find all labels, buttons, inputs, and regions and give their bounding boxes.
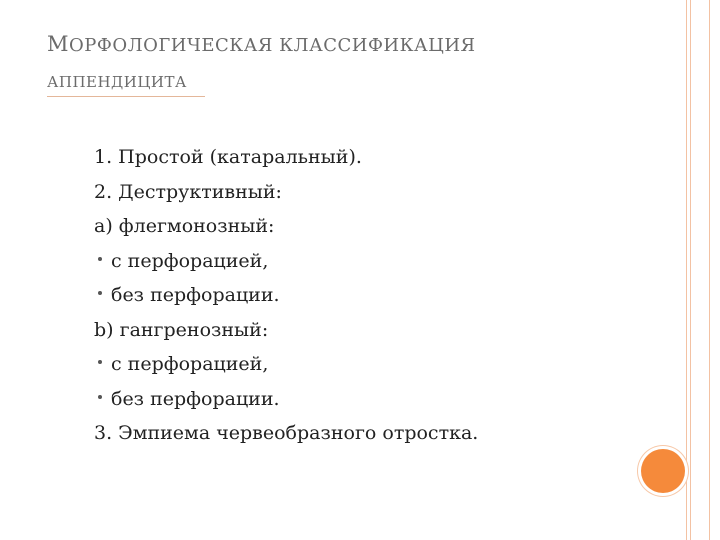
frame-line-left [686, 0, 687, 540]
list-item [94, 347, 478, 382]
list-item-text: 2. Деструктивный: [94, 180, 282, 203]
list-item-text: с перфорацией, [111, 249, 269, 272]
title-line-2: АППЕНДИЦИТА [47, 73, 187, 91]
classification-list [94, 140, 478, 451]
list-item-text: 3. Эмпиема червеобразного отростка. [94, 422, 479, 444]
slide-title [47, 26, 607, 100]
bullet-dot-icon [98, 360, 102, 364]
bullet-dot-icon [98, 291, 102, 295]
list-item-text: с перфорацией, [111, 353, 269, 375]
frame-line-middle [690, 0, 691, 540]
list-item-text: 1. Простой (катаральный). [94, 146, 362, 168]
list-item-text: без перфорации. [111, 387, 280, 410]
list-item [94, 313, 478, 348]
title-line-1 [47, 26, 607, 64]
list-item [94, 244, 478, 279]
list-item [94, 382, 478, 417]
title-first-letter: М [47, 32, 70, 56]
bullet-dot-icon [98, 257, 102, 261]
list-item-text: b) гангренозный: [94, 318, 269, 341]
list-item-text: a) флегмонозный: [94, 215, 275, 237]
list-item [94, 416, 478, 451]
frame-line-right [709, 0, 710, 540]
title-underline [47, 96, 205, 97]
list-item [94, 140, 478, 175]
title-line-1-rest: ОРФОЛОГИЧЕСКАЯ КЛАССИФИКАЦИЯ [69, 35, 476, 56]
list-item [94, 278, 478, 313]
decorative-circle-icon [641, 449, 685, 493]
bullet-dot-icon [98, 395, 102, 399]
list-item [94, 175, 478, 210]
list-item-text: без перфорации. [111, 284, 280, 306]
list-item [94, 209, 478, 244]
